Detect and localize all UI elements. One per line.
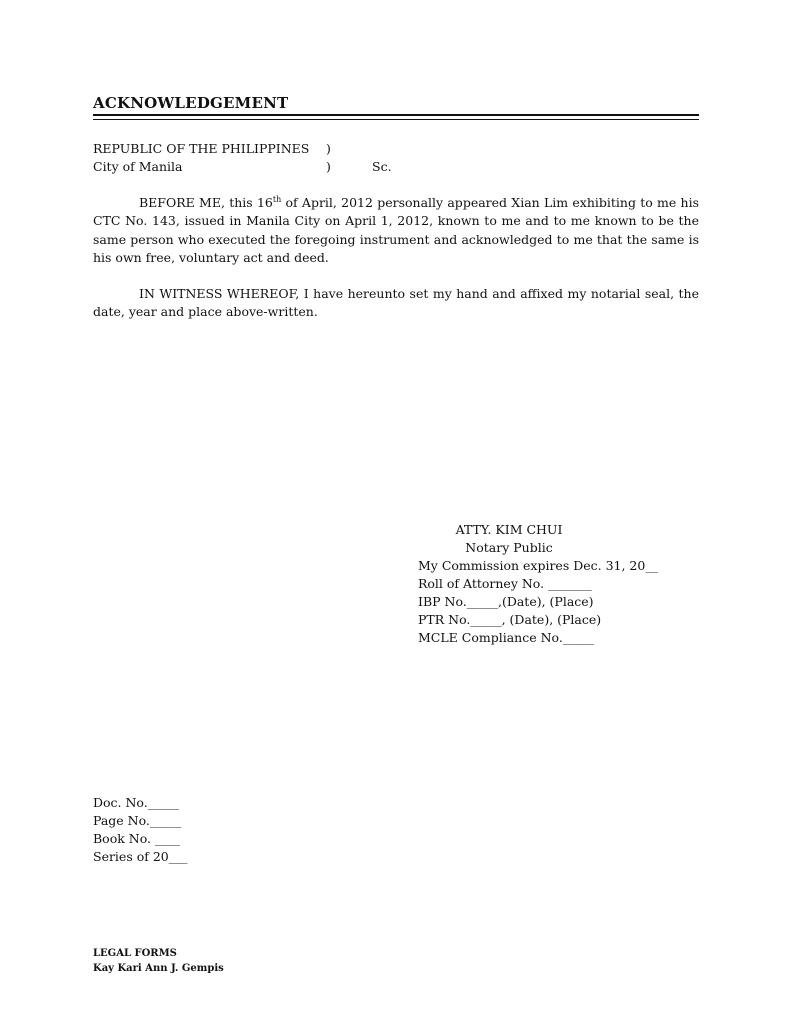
notary-commission: My Commission expires Dec. 31, 20__: [418, 558, 658, 573]
venue-sc: Sc.: [372, 159, 392, 174]
registry-doc: Doc. No._____: [93, 795, 179, 810]
registry-book: Book No. ____: [93, 831, 180, 846]
witness-paragraph: [93, 285, 699, 322]
document-title: ACKNOWLEDGEMENT: [93, 94, 289, 112]
footer-author: Kay Kari Ann J. Gempis: [93, 963, 224, 974]
venue-country: REPUBLIC OF THE PHILIPPINES: [93, 141, 310, 156]
notary-ptr: PTR No._____, (Date), (Place): [418, 612, 602, 627]
notary-name: ATTY. KIM CHUI: [455, 522, 563, 537]
registry-page: Page No._____: [93, 813, 182, 828]
registry-series: Series of 20___: [93, 849, 188, 864]
venue-city: City of Manila: [93, 159, 183, 174]
paragraph1-ordinal: th: [272, 195, 282, 204]
footer-legal-forms: LEGAL FORMS: [93, 948, 177, 959]
paragraph1-rest: of April, 2012 personally appeared Xian Lim exhibiting to me his CTC No. 143, issued in Manila City on April 1, 2012, known to me and to me known to be the same person who executed the foregoing instrument and acknowledged to me that the same is his own free, voluntary act and deed.: [93, 195, 699, 265]
title-rule-thick: [93, 114, 699, 116]
paragraph2-text: IN WITNESS WHEREOF, I have hereunto set my hand and affixed my notarial seal, the date, year and place above-written.: [93, 286, 699, 320]
acknowledgement-paragraph: [93, 194, 699, 267]
paragraph1-start: BEFORE ME, this 16: [139, 195, 273, 210]
notary-ibp: IBP No._____,(Date), (Place): [418, 594, 594, 609]
title-rule-thin: [93, 119, 699, 120]
notary-mcle: MCLE Compliance No._____: [418, 630, 595, 645]
venue-paren-1: ): [326, 141, 331, 156]
notary-roll: Roll of Attorney No. _______: [418, 576, 592, 591]
venue-paren-2: ): [326, 159, 331, 174]
notary-role: Notary Public: [465, 540, 553, 555]
